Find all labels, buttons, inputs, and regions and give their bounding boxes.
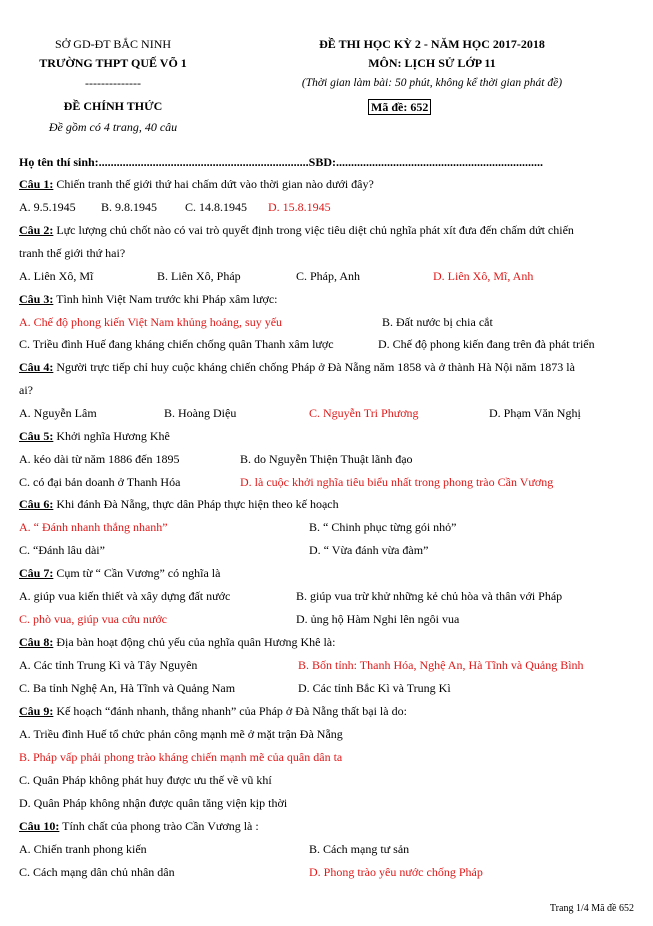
question-7 [19,566,220,581]
question-text: Người trực tiếp chỉ huy cuộc kháng chiến chống Pháp ở Đà Nẵng năm 1858 và ở thành Hà Nội năm 1873 là [53,360,575,374]
option-4b[interactable]: B. Hoàng Diệu [164,406,237,420]
option-4a[interactable]: A. Nguyễn Lâm [19,406,97,420]
option-9b[interactable]: B. Pháp vấp phải phong trào kháng chiến mạnh mẽ của quân dân ta [19,750,343,764]
question-text: Địa bàn hoạt động chủ yếu của nghĩa quân Hương Khê là: [53,635,336,649]
question-1 [19,177,374,192]
option-7a[interactable]: A. giúp vua kiến thiết và xây dựng đất nước [19,589,231,603]
option-4d[interactable]: D. Phạm Văn Nghị [489,406,581,420]
option-10c[interactable]: C. Cách mạng dân chủ nhân dân [19,865,175,879]
question-2-cont: tranh thế giới thứ hai? [19,246,126,260]
option-6d[interactable]: D. “ Vừa đánh vừa đàm” [309,543,429,557]
option-5d[interactable]: D. là cuộc khởi nghĩa tiêu biểu nhất trong phong trào Cần Vương [240,475,554,489]
option-2a[interactable]: A. Liên Xô, Mĩ [19,269,94,283]
option-1b[interactable]: B. 9.8.1945 [101,200,158,214]
option-8a[interactable]: A. Các tỉnh Trung Kì và Tây Nguyên [19,658,198,672]
option-2d[interactable]: D. Liên Xô, Mĩ, Anh [433,269,534,283]
department-name: SỞ GD-ĐT BẮC NINH [54,37,172,51]
option-3c[interactable]: C. Triều đình Huế đang kháng chiến chống quân Thanh xâm lược [19,337,334,351]
question-label: Câu 2: [19,223,54,237]
option-7d[interactable]: D. ủng hộ Hàm Nghi lên ngôi vua [296,612,460,626]
option-2b[interactable]: B. Liên Xô, Pháp [157,269,241,283]
separator-dashes: -------------- [85,76,141,90]
pages-note: Đề gồm có 4 trang, 40 câu [48,120,178,134]
question-label: Câu 10: [19,819,60,833]
option-5a[interactable]: A. kéo dài từ năm 1886 đến 1895 [19,452,180,466]
question-label: Câu 4: [19,360,54,374]
question-label: Câu 6: [19,497,54,511]
option-4c[interactable]: C. Nguyễn Tri Phương [309,406,419,420]
question-label: Câu 9: [19,704,54,718]
option-1c[interactable]: C. 14.8.1945 [185,200,248,214]
option-3d[interactable]: D. Chế độ phong kiến đang trên đà phát triển [378,337,595,351]
question-label: Câu 5: [19,429,54,443]
option-7c[interactable]: C. phò vua, giúp vua cứu nước [19,612,167,626]
question-2 [19,223,574,238]
official-label: ĐỀ CHÍNH THỨC [63,99,163,113]
question-label: Câu 1: [19,177,54,191]
exam-code-box: Mã đề: 652 [368,99,431,115]
question-8 [19,635,335,650]
option-8c[interactable]: C. Ba tỉnh Nghệ An, Hà Tĩnh và Quảng Nam [19,681,236,695]
question-3 [19,292,278,307]
option-5b[interactable]: B. do Nguyễn Thiện Thuật lãnh đạo [240,452,413,466]
question-text: Chiến tranh thế giới thứ hai chấm dứt vào thời gian nào dưới đây? [53,177,374,191]
option-3a[interactable]: A. Chế độ phong kiến Việt Nam khủng hoảng, suy yếu [19,315,283,329]
option-1a[interactable]: A. 9.5.1945 [19,200,76,214]
question-label: Câu 3: [19,292,54,306]
question-text: Khi đánh Đà Nẵng, thực dân Pháp thực hiện theo kế hoạch [53,497,339,511]
question-text: Khởi nghĩa Hương Khê [53,429,170,443]
option-6c[interactable]: C. “Đánh lâu dài” [19,543,105,557]
option-10a[interactable]: A. Chiến tranh phong kiến [19,842,147,856]
question-text: Tính chất của phong trào Cần Vương là : [59,819,259,833]
option-5c[interactable]: C. có đại bản doanh ở Thanh Hóa [19,475,181,489]
option-9c[interactable]: C. Quân Pháp không phát huy được ưu thế về vũ khí [19,773,272,787]
question-text: Tình hình Việt Nam trước khi Pháp xâm lược: [53,292,278,306]
option-8d[interactable]: D. Các tỉnh Bắc Kì và Trung Kì [298,681,451,695]
option-10b[interactable]: B. Cách mạng tư sản [309,842,410,856]
option-6b[interactable]: B. “ Chinh phục từng gói nhỏ” [309,520,457,534]
question-label: Câu 7: [19,566,54,580]
option-6a[interactable]: A. “ Đánh nhanh thắng nhanh” [19,520,168,534]
question-6 [19,497,339,512]
question-4-cont: ai? [19,383,33,397]
option-8b[interactable]: B. Bốn tỉnh: Thanh Hóa, Nghệ An, Hà Tĩnh và Quảng Bình [298,658,584,672]
question-text: Lực lượng chủ chốt nào có vai trò quyết định trong việc tiêu diệt chủ nghĩa phát xít đưa đến chấm dứt chiến [53,223,574,237]
page-footer: Trang 1/4 Mã đề 652 [549,903,634,914]
option-9d[interactable]: D. Quân Pháp không nhận được quân tăng viện kịp thời [19,796,288,810]
question-10 [19,819,259,834]
question-4 [19,360,575,375]
time-note: (Thời gian làm bài: 50 phút, không kể thời gian phát đề) [301,77,563,89]
option-9a[interactable]: A. Triều đình Huế tổ chức phản công mạnh mẽ ở mặt trận Đà Nẵng [19,727,343,741]
question-label: Câu 8: [19,635,54,649]
question-5 [19,429,170,444]
question-text: Cụm từ “ Cần Vương” có nghĩa là [53,566,221,580]
school-name: TRƯỜNG THPT QUẾ VÕ 1 [39,56,187,70]
option-7b[interactable]: B. giúp vua trừ khử những kẻ chủ hòa và thân với Pháp [296,589,563,603]
exam-title: ĐỀ THI HỌC KỲ 2 - NĂM HỌC 2017-2018 [319,37,545,51]
option-10d[interactable]: D. Phong trào yêu nước chống Pháp [309,865,483,879]
subject-title: MÔN: LỊCH SỬ LỚP 11 [368,56,496,70]
option-3b[interactable]: B. Đất nước bị chia cắt [382,315,493,329]
student-info-line: Họ tên thí sinh:......................................................................SBD:..................................................................... [19,155,544,169]
option-2c[interactable]: C. Pháp, Anh [296,269,361,283]
option-1d[interactable]: D. 15.8.1945 [268,200,331,214]
question-text: Kế hoạch “đánh nhanh, thắng nhanh” của Pháp ở Đà Nẵng thất bại là do: [53,704,407,718]
question-9 [19,704,407,719]
